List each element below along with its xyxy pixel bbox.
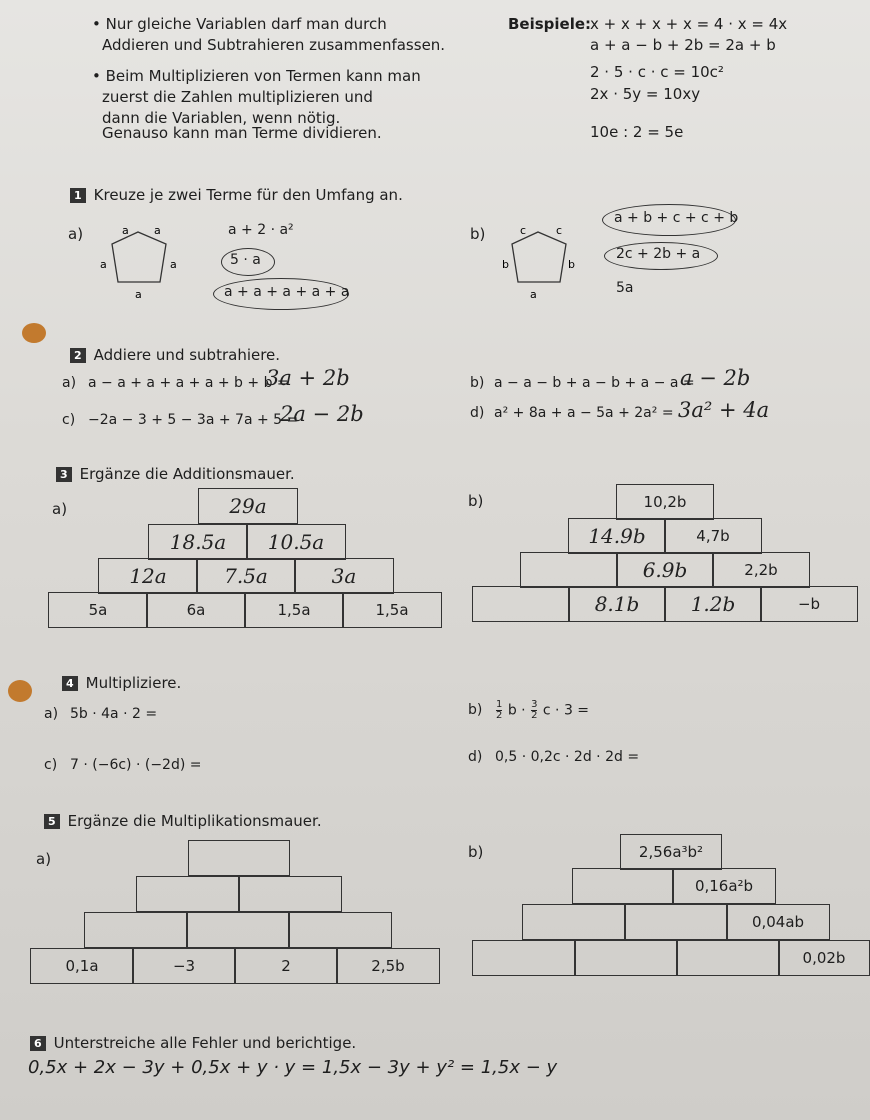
task4-a-expr: 5b · 4a · 2 = xyxy=(70,706,158,722)
wall-b-r4-c4 xyxy=(760,586,858,622)
task1-a-label: a) xyxy=(68,225,84,243)
task2-b-expr: a − a − b + a − b + a − a = xyxy=(494,375,695,391)
task3-b-label: b) xyxy=(468,492,484,510)
wall-b-r4-c2-value: 8.1b xyxy=(594,592,640,616)
task1-b-option-3[interactable]: 5a xyxy=(616,280,634,296)
example-4: 2x · 5y = 10xy xyxy=(590,85,701,103)
example-3: 2 · 5 · c · c = 10c² xyxy=(590,63,724,81)
wall-a-r1-c1-value: 29a xyxy=(229,494,267,518)
wall-a-r2-c2[interactable] xyxy=(246,524,346,560)
wall-b-r3-c2-value: 6.9b xyxy=(642,558,688,582)
frac2-num: 3 xyxy=(531,699,538,710)
task4-c-expr: 7 · (−6c) · (−2d) = xyxy=(70,757,202,773)
task6-equation: 0,5x + 2x − 3y + 0,5x + y · y = 1,5x − 3y + y² = 1,5x − y xyxy=(28,1057,558,1078)
ink-blot xyxy=(8,680,32,702)
task2-c-label: c) xyxy=(62,412,76,428)
mwall-b-r1-c1-value: 2,56a³b² xyxy=(638,843,704,861)
pent-b-label-4: b xyxy=(568,258,575,271)
task1-b-label: b) xyxy=(470,225,486,243)
fraction-three-halves xyxy=(531,700,537,721)
wall-a-r4-c3 xyxy=(244,592,344,628)
mwall-a-r3-c1[interactable] xyxy=(84,912,188,948)
task5-heading xyxy=(44,812,322,830)
task4-d-label: d) xyxy=(468,749,483,765)
pentagon-a-figure xyxy=(100,220,190,302)
task4-b-mid: b · xyxy=(507,702,526,719)
wall-a-r2-c1[interactable] xyxy=(148,524,248,560)
task2-d-expr: a² + 8a + a − 5a + 2a² = xyxy=(494,405,674,421)
task1-title: Kreuze je zwei Terme für den Umfang an. xyxy=(93,186,403,204)
rule2-line4: Genauso kann man Terme dividieren. xyxy=(102,124,382,142)
mwall-b-r4-c4 xyxy=(778,940,870,976)
wall-a-r1-c1[interactable] xyxy=(198,488,298,524)
task4-number: 4 xyxy=(62,676,78,691)
wall-b-r2-c1-value: 14.9b xyxy=(588,524,646,548)
frac1-den: 2 xyxy=(496,710,503,721)
example-2: a + a − b + 2b = 2a + b xyxy=(590,36,776,54)
wall-b-r3-c3 xyxy=(712,552,810,588)
wall-b-r4-c1[interactable] xyxy=(472,586,570,622)
wall-a-r2-c1-value: 18.5a xyxy=(169,530,227,554)
wall-a-r4-c1 xyxy=(48,592,148,628)
pent-a-label-4: a xyxy=(170,258,177,271)
pent-a-label-3: a xyxy=(100,258,107,271)
mwall-b-r4-c4-value: 0,02b xyxy=(802,949,846,967)
task5-b-label: b) xyxy=(468,843,484,861)
task5-title: Ergänze die Multiplikationsmauer. xyxy=(67,812,322,830)
wall-a-r2-c2-value: 10.5a xyxy=(267,530,325,554)
rule2-line2: zuerst die Zahlen multiplizieren und xyxy=(102,88,373,106)
mwall-a-r4-c2-value: −3 xyxy=(172,957,196,975)
task4-b-label: b) xyxy=(468,702,483,718)
mwall-a-r2-c2[interactable] xyxy=(238,876,342,912)
wall-a-r3-c3[interactable] xyxy=(294,558,394,594)
fraction-one-half xyxy=(496,700,502,721)
task4-title: Multipliziere. xyxy=(85,674,182,692)
wall-a-r3-c2[interactable] xyxy=(196,558,296,594)
wall-a-r4-c3-value: 1,5a xyxy=(277,601,311,619)
wall-a-r4-c1-value: 5a xyxy=(88,601,108,619)
mwall-a-r4-c3-value: 2 xyxy=(281,957,291,975)
mwall-a-r4-c1 xyxy=(30,948,134,984)
frac1-num: 1 xyxy=(496,699,503,710)
wall-b-r2-c2 xyxy=(664,518,762,554)
task2-b-label: b) xyxy=(470,375,485,391)
mwall-a-r4-c2 xyxy=(132,948,236,984)
task1-a-option-1[interactable]: a + 2 · a² xyxy=(228,222,294,238)
mwall-a-r4-c4 xyxy=(336,948,440,984)
task6-number: 6 xyxy=(30,1036,46,1051)
task3-heading xyxy=(56,465,295,483)
example-5: 10e : 2 = 5e xyxy=(590,123,684,141)
task1-a-option-3[interactable]: a + a + a + a + a xyxy=(224,284,350,300)
wall-b-r3-c2[interactable] xyxy=(616,552,714,588)
task1-heading xyxy=(70,186,403,204)
task6-heading xyxy=(30,1034,356,1052)
mwall-a-r4-c4-value: 2,5b xyxy=(371,957,405,975)
mwall-b-r3-c3 xyxy=(726,904,830,940)
task2-a-expr: a − a + a + a + a + b + b = xyxy=(88,375,289,391)
pent-a-label-1: a xyxy=(122,224,129,237)
task2-a-answer[interactable]: 3a + 2b xyxy=(266,366,350,390)
mwall-a-r4-c1-value: 0,1a xyxy=(65,957,99,975)
mwall-b-r3-c3-value: 0,04ab xyxy=(751,913,805,931)
example-label: Beispiele: xyxy=(508,15,592,33)
task1-number: 1 xyxy=(70,188,86,203)
pent-b-label-5: a xyxy=(530,288,537,301)
pent-a-label-2: a xyxy=(154,224,161,237)
wall-a-r4-c2 xyxy=(146,592,246,628)
mwall-b-r4-c3[interactable] xyxy=(676,940,780,976)
task2-c-answer[interactable]: 2a − 2b xyxy=(280,402,364,426)
wall-b-r1-c1-value: 10,2b xyxy=(643,493,687,511)
wall-a-r3-c1-value: 12a xyxy=(129,564,167,588)
pentagon-b-figure xyxy=(500,220,590,302)
task4-b-end: c · 3 = xyxy=(542,702,590,719)
mwall-b-r1-c1 xyxy=(620,834,722,870)
task4-heading xyxy=(62,674,181,692)
task5-number: 5 xyxy=(44,814,60,829)
mwall-b-r3-c1[interactable] xyxy=(522,904,626,940)
wall-b-r4-c4-value: −b xyxy=(797,595,821,613)
task1-b-option-2[interactable]: 2c + 2b + a xyxy=(616,246,701,262)
task2-b-answer[interactable]: a − 2b xyxy=(680,366,751,390)
mwall-a-r1-c1[interactable] xyxy=(188,840,290,876)
mwall-a-r4-c3 xyxy=(234,948,338,984)
mwall-b-r3-c2[interactable] xyxy=(624,904,728,940)
task1-b-option-1[interactable]: a + b + c + c + b xyxy=(614,210,739,226)
pent-a-label-5: a xyxy=(135,288,142,301)
wall-a-r4-c2-value: 6a xyxy=(186,601,206,619)
frac2-den: 2 xyxy=(531,710,538,721)
task4-d-expr: 0,5 · 0,2c · 2d · 2d = xyxy=(495,749,640,765)
task2-d-label: d) xyxy=(470,405,485,421)
ink-blot xyxy=(22,323,46,343)
task3-title: Ergänze die Additionsmauer. xyxy=(79,465,295,483)
wall-b-r2-c2-value: 4,7b xyxy=(696,527,730,545)
task2-title: Addiere und subtrahiere. xyxy=(93,346,281,364)
pent-b-label-2: c xyxy=(556,224,563,237)
task5-a-label: a) xyxy=(36,850,52,868)
example-1: x + x + x + x = 4 · x = 4x xyxy=(590,15,788,33)
mwall-b-r2-c1[interactable] xyxy=(572,868,674,904)
wall-b-r4-c3[interactable] xyxy=(664,586,762,622)
mwall-a-r3-c2[interactable] xyxy=(186,912,290,948)
pent-b-label-1: c xyxy=(520,224,527,237)
task2-a-label: a) xyxy=(62,375,77,391)
rule2-line3: dann die Variablen, wenn nötig. xyxy=(102,109,341,127)
wall-b-r3-c1[interactable] xyxy=(520,552,618,588)
wall-a-r4-c4-value: 1,5a xyxy=(375,601,409,619)
task3-a-label: a) xyxy=(52,500,68,518)
wall-b-r2-c1[interactable] xyxy=(568,518,666,554)
task2-number: 2 xyxy=(70,348,86,363)
wall-a-r3-c1[interactable] xyxy=(98,558,198,594)
wall-a-r4-c4 xyxy=(342,592,442,628)
rule1-line1: • Nur gleiche Variablen darf man durch xyxy=(92,15,387,33)
pent-b-label-3: b xyxy=(502,258,509,271)
task2-heading xyxy=(70,346,280,364)
task6-title: Unterstreiche alle Fehler und berichtige. xyxy=(53,1034,357,1052)
wall-b-r1-c1 xyxy=(616,484,714,520)
mwall-b-r2-c2-value: 0,16a²b xyxy=(694,877,754,895)
rule1-line2: Addieren und Subtrahieren zusammenfassen. xyxy=(102,36,446,54)
task4-c-label: c) xyxy=(44,757,58,773)
mwall-a-r3-c3[interactable] xyxy=(288,912,392,948)
mwall-b-r4-c2[interactable] xyxy=(574,940,678,976)
rule2-line1: • Beim Multiplizieren von Termen kann man xyxy=(92,67,421,85)
wall-b-r4-c2[interactable] xyxy=(568,586,666,622)
wall-b-r3-c3-value: 2,2b xyxy=(744,561,778,579)
mwall-b-r2-c2 xyxy=(672,868,776,904)
task4-a-label: a) xyxy=(44,706,59,722)
task1-a-option-2[interactable]: 5 · a xyxy=(230,252,261,268)
task2-d-answer[interactable]: 3a² + 4a xyxy=(678,398,770,422)
wall-b-r4-c3-value: 1.2b xyxy=(690,592,736,616)
wall-a-r3-c2-value: 7.5a xyxy=(224,564,268,588)
mwall-b-r4-c1[interactable] xyxy=(472,940,576,976)
task3-number: 3 xyxy=(56,467,72,482)
task4-b-expr xyxy=(495,700,589,721)
mwall-a-r2-c1[interactable] xyxy=(136,876,240,912)
task2-c-expr: −2a − 3 + 5 − 3a + 7a + 5 = xyxy=(88,412,299,428)
wall-a-r3-c3-value: 3a xyxy=(331,564,357,588)
